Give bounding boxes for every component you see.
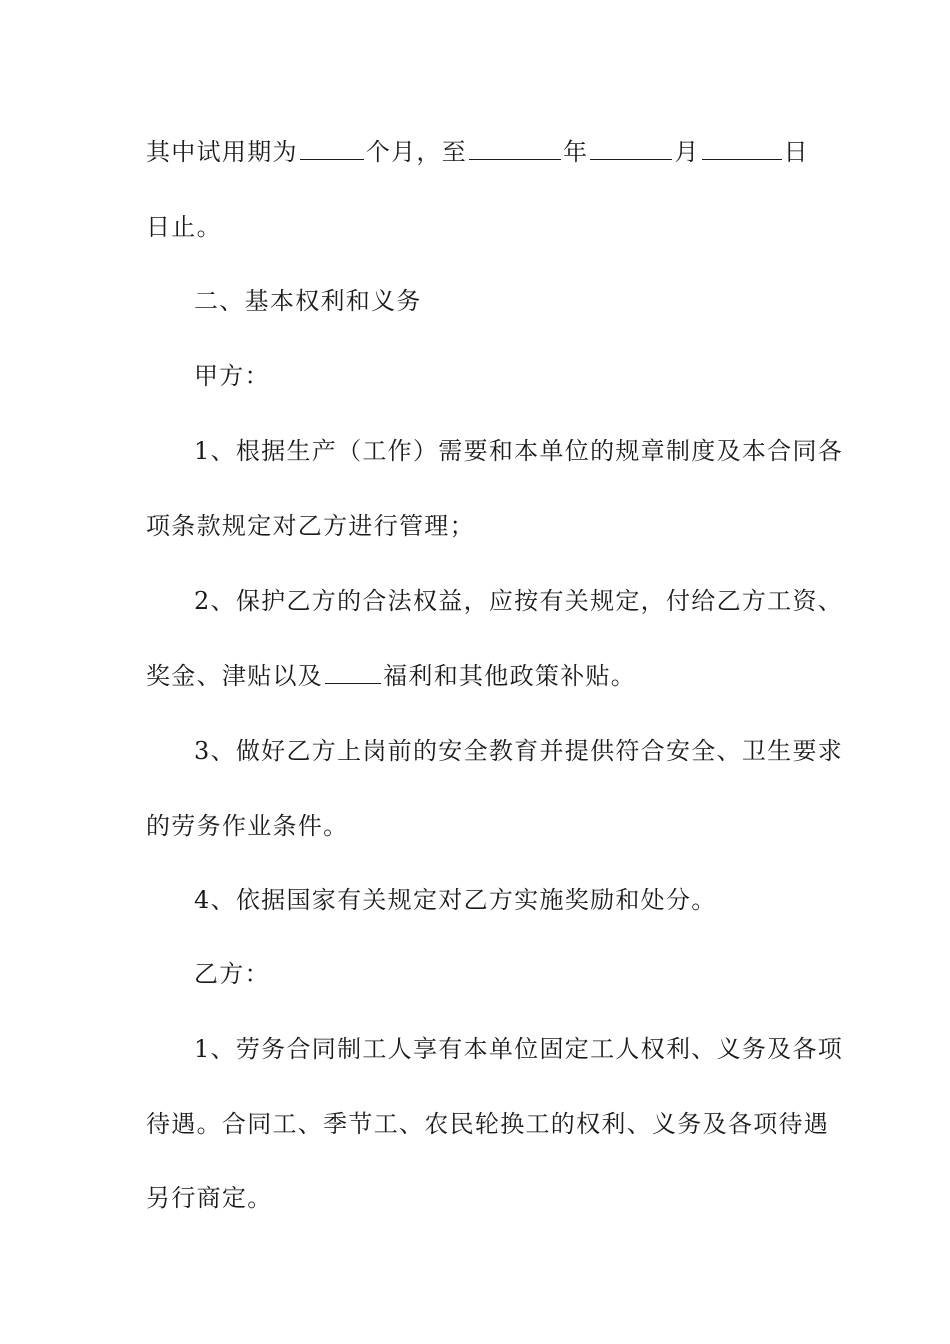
probation-months-text: 个月，至: [365, 138, 468, 166]
section-title: 二、基本权利和义务: [194, 287, 422, 315]
welfare-blank[interactable]: [325, 661, 381, 684]
month-label: 月: [674, 138, 700, 166]
party-b-label: 乙方：: [194, 960, 270, 988]
probation-prefix: 其中试用期为: [146, 138, 298, 166]
year-label: 年: [563, 138, 589, 166]
party-b-item-1-line-2: 待遇。合同工、季节工、农民轮换工的权利、义务及各项待遇: [146, 1110, 830, 1138]
welfare-prefix: 奖金、津贴以及: [146, 662, 324, 690]
probation-line: [146, 136, 809, 168]
day-label: 日: [783, 138, 809, 166]
party-a-item-3-line-2: 的劳务作业条件。: [146, 812, 349, 840]
party-a-item-3-line-1: 3、做好乙方上岗前的安全教育并提供符合安全、卫生要求: [194, 737, 844, 765]
party-a-item-2-line-2: [146, 660, 806, 692]
welfare-suffix: 福利和其他政策补贴。: [383, 662, 637, 690]
party-a-item-4-line-1: 4、依据国家有关规定对乙方实施奖励和处分。: [194, 886, 717, 914]
party-a-label: 甲方：: [194, 362, 270, 390]
party-b-item-1-line-1: 1、劳务合同制工人享有本单位固定工人权利、义务及各项: [194, 1035, 844, 1063]
month-blank[interactable]: [590, 137, 672, 160]
party-a-item-1-line-2: 项条款规定对乙方进行管理；: [146, 512, 475, 540]
party-b-item-1-line-3: 另行商定。: [146, 1184, 273, 1212]
party-a-item-2-line-1: 2、保护乙方的合法权益，应按有关规定，付给乙方工资、: [194, 587, 844, 615]
probation-end-line: 日止。: [146, 213, 222, 241]
year-blank[interactable]: [469, 137, 561, 160]
day-blank[interactable]: [702, 137, 782, 160]
months-blank[interactable]: [300, 137, 364, 160]
party-a-item-1-line-1: 1、根据生产（工作）需要和本单位的规章制度及本合同各: [194, 437, 844, 465]
